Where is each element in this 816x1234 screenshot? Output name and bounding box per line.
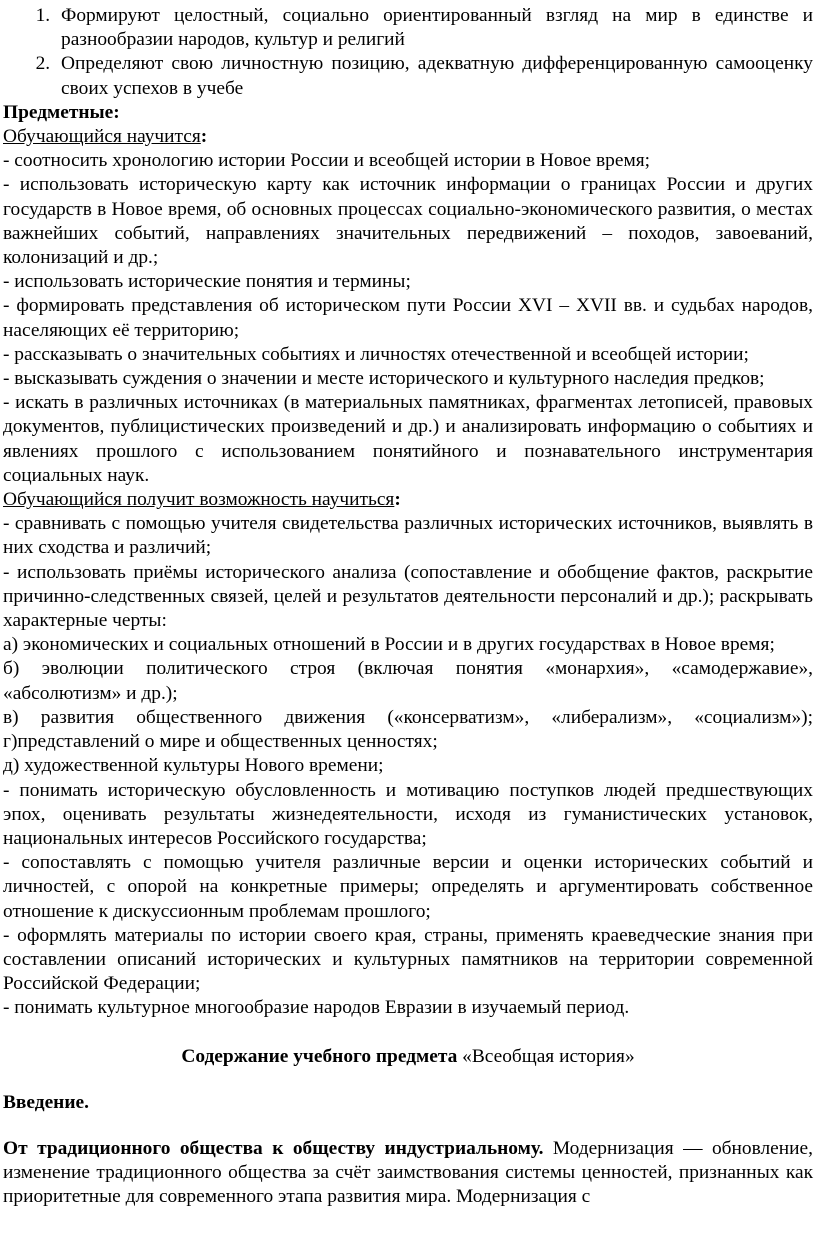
intro-item: 1. Формируют целостный, социально ориентированный взгляд на мир в единстве и разнообразии народов, культур и религий [55, 4, 813, 52]
intro-heading: Введение. [3, 1091, 89, 1113]
content-title-rest: «Всеобщая история» [457, 1045, 635, 1067]
learn-heading [3, 125, 813, 149]
opportunity-item: - понимать культурное многообразие народов Евразии в изучаемый период. [3, 997, 630, 1019]
learn-heading-text: Обучающийся научится [3, 126, 201, 148]
spacer [3, 1069, 813, 1091]
content-title [3, 1045, 813, 1069]
opportunity-item: д) художественной культуры Нового времени; [3, 755, 384, 777]
learn-item: - соотносить хронологию истории России и всеобщей истории в Новое время; [3, 150, 651, 172]
intro-list [3, 4, 813, 101]
opportunity-item: б) эволюции политического строя (включая понятия «монархия», «самодержавие», «абсолютизм» и др.); [3, 658, 813, 704]
opportunity-heading-colon: : [394, 489, 401, 511]
section-text: Модернизация — обновление, изменение традиционного общества за счёт заимствования системы ценностей, признанных как приоритетные для современного этапа развития мира. Модернизация с [3, 1137, 813, 1208]
subject-heading: Предметные: [3, 101, 120, 123]
learn-item: - формировать представления об историческом пути России XVI – XVII вв. и судьбах народов, населяющих её территорию; [3, 295, 813, 341]
spacer [3, 1115, 813, 1137]
opportunity-heading [3, 488, 813, 512]
learn-heading-colon: : [200, 126, 208, 148]
intro-item: 2. Определяют свою личностную позицию, адекватную дифференцированную самооценку своих успехов в учебе [55, 52, 813, 100]
spacer [3, 1021, 813, 1045]
learn-item: - рассказывать о значительных событиях и личностях отечественной и всеобщей истории; [3, 343, 749, 365]
learn-item: - использовать исторические понятия и термины; [3, 271, 411, 293]
opportunity-item: - использовать приёмы исторического анализа (сопоставление и обобщение фактов, раскрытие причинно-следственных связей, целей и результатов деятельности персоналий и др.); раскрывать характерные черты: [3, 561, 813, 632]
opportunity-item: - сопоставлять с помощью учителя различные версии и оценки исторических событий и личностей, с опорой на конкретные примеры; определять и аргументировать собственное отношение к дискуссионным проблемам прошлого; [3, 852, 813, 922]
learn-item: - использовать историческую карту как источник информации о границах России и других государств в Новое время, об основных процессах социально-экономического развития, о местах важнейших событий, направлениях значительных передвижений – походов, завоеваний, колонизаций и др.; [3, 174, 813, 269]
section-paragraph [3, 1137, 813, 1210]
opportunity-item: - понимать историческую обусловленность и мотивацию поступков людей предшествующих эпох, оценивать результаты жизнедеятельности, исходя из гуманистических установок, национальных интересов Российского государства; [3, 779, 813, 849]
opportunity-item: в) развития общественного движения («консерватизм», «либерализм», «социализм»); г)представлений о мире и общественных ценностях; [3, 706, 813, 753]
opportunity-heading-text: Обучающийся получит возможность научиться [3, 489, 395, 511]
opportunity-item: а) экономических и социальных отношений в России и в других государствах в Новое время; [3, 634, 775, 656]
opportunity-item: - сравнивать с помощью учителя свидетельства различных исторических источников, выявлять в них сходства и различий; [3, 513, 813, 559]
opportunity-item: - оформлять материалы по истории своего края, страны, применять краеведческие знания при составлении описаний исторических и культурных памятников на территории современной Российской Федерации; [3, 924, 813, 995]
section-heading: От традиционного общества к обществу индустриальному. [3, 1137, 544, 1159]
learn-item: - высказывать суждения о значении и месте исторического и культурного наследия предков; [3, 368, 765, 390]
learn-item: - искать в различных источниках (в материальных памятниках, фрагментах летописей, правовых документов, публицистических произведений и др.) и анализировать информацию о событиях и явлениях прошлого с использованием понятийного и познавательного инструментария социальных наук. [3, 392, 813, 486]
content-title-bold: Содержание учебного предмета [181, 1045, 458, 1067]
